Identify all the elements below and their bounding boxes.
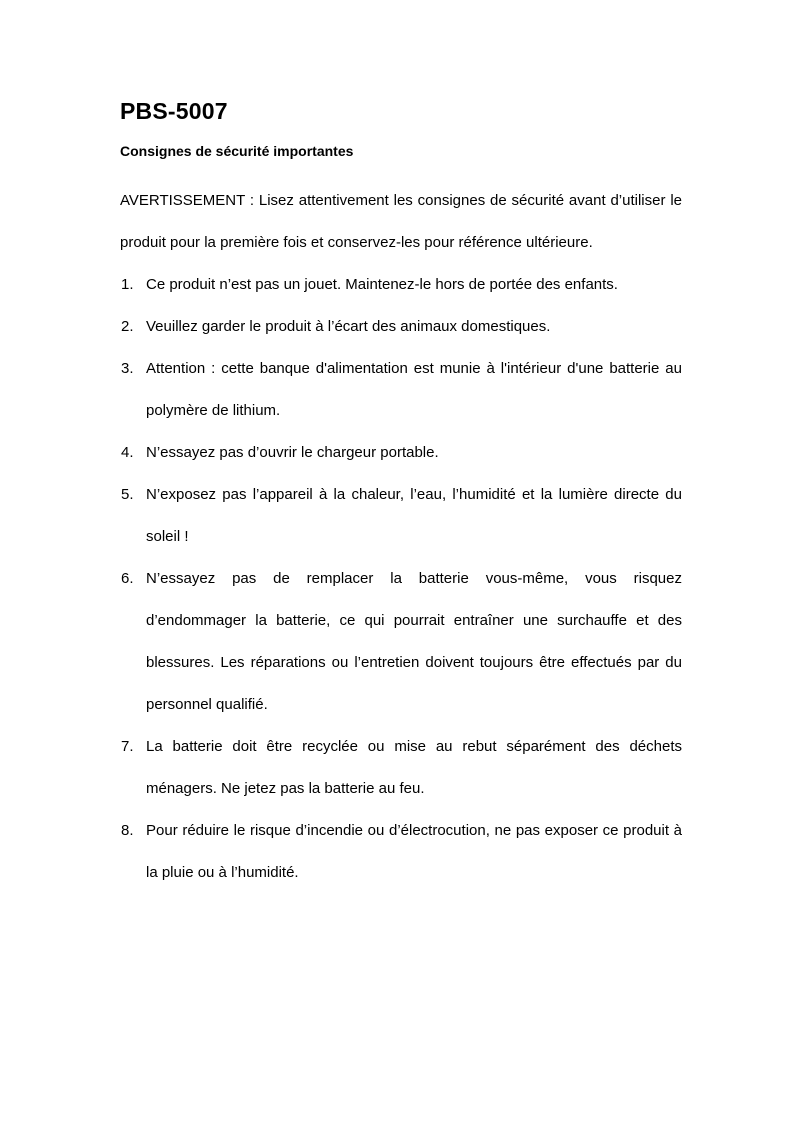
section-heading-safety-instructions: Consignes de sécurité importantes [120, 143, 354, 159]
list-item: N’essayez pas d’ouvrir le chargeur portable. [146, 444, 439, 461]
page-title: PBS-5007 [120, 98, 228, 124]
list-item: Attention : cette banque d'alimentation est munie à l'intérieur d'une batterie au polymère de lithium. [146, 360, 682, 419]
list-item: N’essayez pas de remplacer la batterie vous-même, vous risquez d’endommager la batterie, ce qui pourrait entraîner une surchauffe et des blessures. Les réparations ou l’entretien doivent toujours être effectués par du personnel qualifié. [146, 570, 682, 713]
document-content [120, 96, 682, 894]
safety-instructions-list [120, 264, 682, 894]
list-item: Ce produit n’est pas un jouet. Maintenez-le hors de portée des enfants. [146, 276, 618, 293]
list-item: Veuillez garder le produit à l’écart des animaux domestiques. [146, 318, 551, 335]
warning-paragraph: AVERTISSEMENT : Lisez attentivement les consignes de sécurité avant d’utiliser le produit pour la première fois et conservez-les pour référence ultérieure. [120, 192, 682, 251]
list-item: Pour réduire le risque d’incendie ou d’électrocution, ne pas exposer ce produit à la pluie ou à l’humidité. [146, 822, 682, 881]
list-item: La batterie doit être recyclée ou mise au rebut séparément des déchets ménagers. Ne jetez pas la batterie au feu. [146, 738, 682, 797]
list-item: N’exposez pas l’appareil à la chaleur, l’eau, l’humidité et la lumière directe du soleil ! [146, 486, 682, 545]
